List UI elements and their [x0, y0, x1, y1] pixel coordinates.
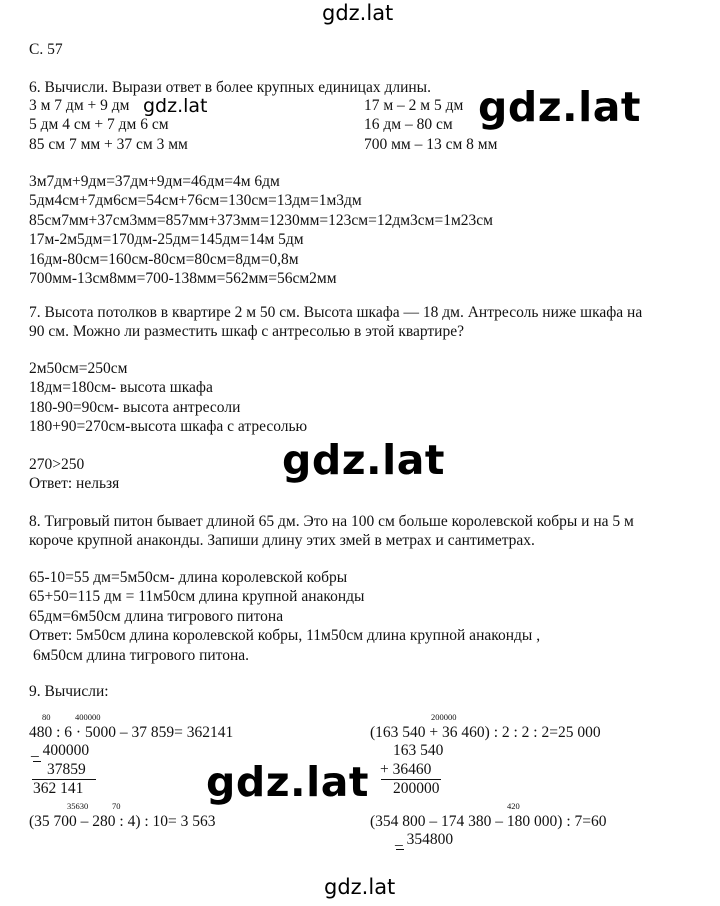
solution-line: 700мм-13см8мм=700-138мм=562мм=56см2мм: [29, 269, 337, 287]
task6-left-expr: 5 дм 4 см + 7 дм 6 см: [29, 116, 169, 134]
task6-right-expr: 16 дм – 80 см: [364, 116, 453, 134]
minus-sign-line: [396, 849, 404, 850]
solution-line: 6м50см длина тигрового питона.: [33, 646, 250, 664]
task9-left-superscript: 80: [42, 712, 51, 722]
task6-right-column: [364, 97, 497, 155]
minus-sign-line: [33, 761, 41, 762]
task9-right-addend: 163 540: [393, 742, 444, 759]
page-reference: С. 57: [29, 41, 63, 58]
solution-line: 18дм=180см- высота шкафа: [29, 379, 213, 397]
task9-left-result: 362 141: [33, 780, 84, 797]
task6-left-expr: 85 см 7 мм + 37 см 3 мм: [29, 135, 188, 153]
task9-right-expression: (163 540 + 36 460) : 2 : 2 : 2=25 000: [370, 724, 601, 741]
solution-line: 180+90=270см-высота шкафа с атресолью: [29, 418, 308, 436]
task9-left-expression: (35 700 – 280 : 4) : 10= 3 563: [29, 813, 216, 830]
task9-right-addend: + 36460: [380, 761, 432, 778]
solution-line: Ответ: 5м50см длина королевской кобры, 11м50см длина крупной анаконды ,: [29, 627, 541, 645]
task6-right-expr: 17 м – 2 м 5 дм: [364, 97, 464, 114]
watermark-large-bottom: gdz.lat: [206, 758, 369, 806]
task8-question: [29, 513, 634, 552]
task7-solutions: [29, 360, 307, 438]
solution-line: 65дм=6м50см длина тигрового питона: [29, 607, 284, 625]
task6-left-column: [29, 97, 188, 155]
question-line: 90 см. Можно ли разместить шкаф с антресолью в этой квартире?: [29, 323, 464, 341]
task9-heading: 9. Вычисли:: [29, 683, 109, 700]
watermark-small: gdz.lat: [143, 95, 208, 117]
task8-solutions: [29, 569, 540, 666]
task6-heading: 6. Вычисли. Вырази ответ в более крупных единицах длины.: [29, 79, 431, 96]
solution-line: 5дм4см+7дм6см=54см+76см=130см=13дм=1м3дм: [29, 192, 362, 210]
task7-comparison: 270>250: [29, 456, 85, 473]
task7-question: [29, 304, 642, 343]
solution-line: 65-10=55 дм=5м50см- длина королевской кобры: [29, 569, 348, 586]
question-line: 8. Тигровый питон бывает длиной 65 дм. Это на 100 см больше королевской кобры и на 5 м: [29, 513, 634, 530]
watermark-large-top: gdz.lat: [478, 83, 641, 131]
watermark-footer: gdz.lat: [324, 875, 396, 899]
task9-left-subtrahend: 37859: [47, 761, 86, 778]
task9-right-sum: 200000: [393, 780, 440, 797]
task9-left-superscript: 400000: [75, 712, 101, 722]
solution-line: 3м7дм+9дм=37дм+9дм=46дм=4м 6дм: [29, 173, 280, 190]
task9-left-superscript: 35630: [67, 801, 89, 811]
question-line: короче крупной анаконды. Запиши длину этих змей в метрах и сантиметрах.: [29, 532, 535, 550]
solution-line: 17м-2м5дм=170дм-25дм=145дм=14м 5дм: [29, 231, 304, 249]
question-line: 7. Высота потолков в квартире 2 м 50 см. Высота шкафа — 18 дм. Антресоль ниже шкафа на: [29, 304, 643, 321]
solution-line: 85см7мм+37см3мм=857мм+373мм=1230мм=123см=12дм3см=1м23см: [29, 211, 493, 229]
watermark-header: gdz.lat: [322, 1, 394, 25]
task6-solutions: [29, 173, 493, 289]
task7-answer: Ответ: нельзя: [29, 475, 120, 492]
task9-left-minuend: _ 400000: [31, 742, 90, 759]
task9-right-minuend: _ 354800: [395, 831, 454, 848]
solution-line: 65+50=115 дм = 11м50см длина крупной анаконды: [29, 588, 365, 606]
solution-line: 16дм-80см=160см-80см=80см=8дм=0,8м: [29, 250, 299, 268]
watermark-large-middle: gdz.lat: [282, 436, 445, 484]
task9-right-expression: (354 800 – 174 380 – 180 000) : 7=60: [370, 813, 607, 830]
task9-left-superscript: 70: [112, 801, 121, 811]
solution-line: 2м50см=250см: [29, 360, 128, 377]
task6-right-expr: 700 мм – 13 см 8 мм: [364, 135, 498, 153]
task9-right-superscript: 200000: [431, 712, 457, 722]
solution-line: 180-90=90см- высота антресоли: [29, 398, 241, 416]
task9-left-expression: 480 : 6 · 5000 – 37 859= 362141: [29, 724, 234, 741]
task9-right-superscript: 420: [507, 801, 520, 811]
task6-left-expr: 3 м 7 дм + 9 дм: [29, 97, 130, 114]
